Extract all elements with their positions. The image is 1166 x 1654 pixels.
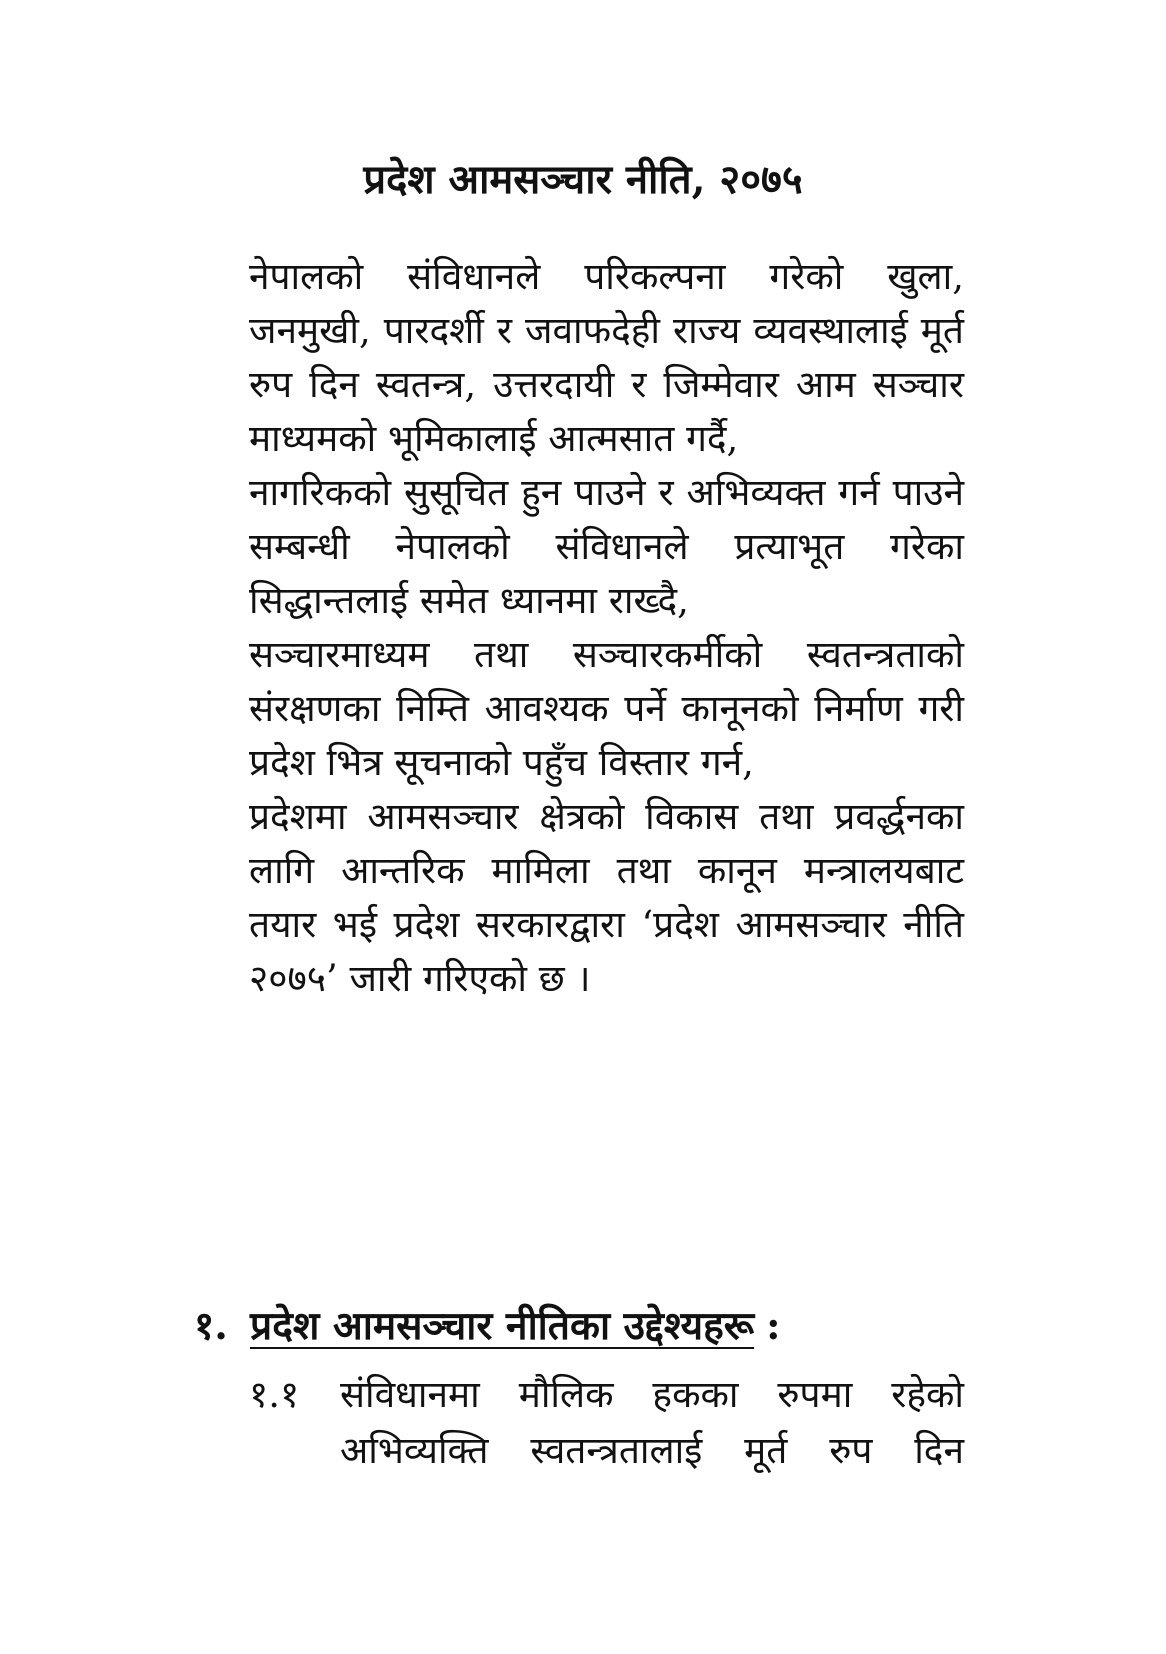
preamble-paragraph: सञ्चारमाध्यम तथा सञ्चारकर्मीको स्वतन्त्रताको संरक्षणका निम्ति आवश्यक पर्ने कानूनको निर्माण गरी प्रदेश भित्र सूचनाको पहुँच विस्तार गर्न, <box>249 633 964 784</box>
section-heading-text: प्रदेश आमसञ्चार नीतिका उद्देश्यहरू <box>250 1303 755 1349</box>
section-item-text: संविधानमा मौलिक हकका रुपमा रहेको अभिव्यक्ति स्वतन्त्रतालाई मूर्त रुप दिन <box>340 1373 964 1472</box>
section-item <box>249 1367 964 1479</box>
section-heading-colon: : <box>766 1303 781 1349</box>
section-item-number: १.१ <box>249 1373 300 1416</box>
section-heading <box>194 1298 781 1354</box>
document-title: प्रदेश आमसञ्चार नीति, २०७५ <box>363 156 803 203</box>
preamble-paragraph: प्रदेशमा आमसञ्चार क्षेत्रको विकास तथा प्रवर्द्धनका लागि आन्तरिक मामिला तथा कानून मन्त्रालयबाट तयार भई प्रदेश सरकारद्वारा ‘प्रदेश आमसञ्चार नीति २०७५’ जारी गरिएको छ । <box>249 795 964 1000</box>
section-number: १. <box>194 1303 228 1349</box>
preamble <box>249 250 964 1006</box>
preamble-paragraph: नेपालको संविधानले परिकल्पना गरेको खुला, जनमुखी, पारदर्शी र जवाफदेही राज्य व्यवस्थालाई मूर्त रुप दिन स्वतन्त्र, उत्तरदायी र जिम्मेवार आम सञ्चार माध्यमको भूमिकालाई आत्मसात गर्दै, <box>249 255 964 460</box>
preamble-paragraph: नागरिकको सुसूचित हुन पाउने र अभिव्यक्त गर्न पाउने सम्बन्धी नेपालको संविधानले प्रत्याभूत गरेका सिद्धान्तलाई समेत ध्यानमा राख्दै, <box>249 471 964 622</box>
